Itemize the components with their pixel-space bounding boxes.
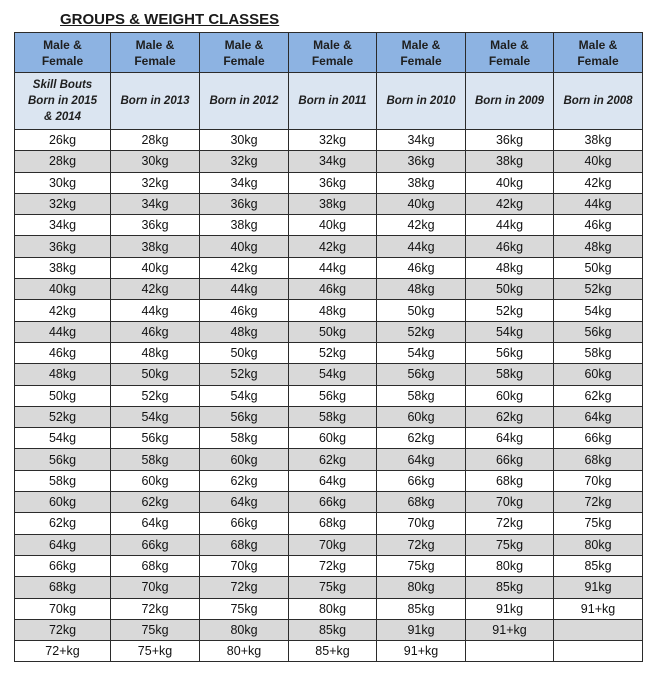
table-row [15, 470, 643, 491]
weight-class-cell: 60kg [200, 449, 289, 470]
weight-class-cell: 48kg [554, 236, 643, 257]
weight-class-cell: 58kg [111, 449, 200, 470]
weight-class-cell: 28kg [111, 130, 200, 151]
weight-class-cell: 75kg [554, 513, 643, 534]
weight-class-cell: 30kg [111, 151, 200, 172]
weight-class-cell: 38kg [466, 151, 554, 172]
weight-class-cell: 34kg [200, 172, 289, 193]
weight-class-cell: 60kg [377, 406, 466, 427]
weight-class-cell: 40kg [377, 193, 466, 214]
weight-class-cell: 80+kg [200, 641, 289, 662]
weight-class-cell: 66kg [289, 492, 377, 513]
table-row [15, 215, 643, 236]
table-row [15, 364, 643, 385]
table-row [15, 492, 643, 513]
weight-class-cell: 62kg [466, 406, 554, 427]
weight-class-cell: 46kg [377, 257, 466, 278]
weight-class-cell: 91kg [377, 619, 466, 640]
weight-class-cell: 91+kg [466, 619, 554, 640]
weight-class-cell: 46kg [15, 342, 111, 363]
weight-class-cell: 38kg [377, 172, 466, 193]
weight-class-cell: 75kg [111, 619, 200, 640]
weight-class-cell: 72kg [377, 534, 466, 555]
table-row [15, 130, 643, 151]
column-group-header: Male & Female [111, 33, 200, 73]
weight-class-cell: 85kg [289, 619, 377, 640]
weight-class-cell: 72kg [200, 577, 289, 598]
weight-class-cell: 48kg [111, 342, 200, 363]
weight-class-cell: 56kg [554, 321, 643, 342]
column-birth-year-header: Born in 2011 [289, 73, 377, 130]
weight-class-cell: 32kg [289, 130, 377, 151]
weight-class-cell: 66kg [554, 428, 643, 449]
weight-class-cell: 30kg [15, 172, 111, 193]
weight-class-cell: 80kg [466, 555, 554, 576]
table-row [15, 641, 643, 662]
table-row [15, 172, 643, 193]
table-row [15, 555, 643, 576]
weight-class-cell: 58kg [554, 342, 643, 363]
column-group-header: Male & Female [289, 33, 377, 73]
weight-class-cell: 70kg [466, 492, 554, 513]
weight-class-cell: 80kg [554, 534, 643, 555]
weight-class-cell: 56kg [289, 385, 377, 406]
column-birth-year-header: Born in 2012 [200, 73, 289, 130]
weight-class-cell: 44kg [377, 236, 466, 257]
weight-class-cell: 48kg [377, 279, 466, 300]
weight-class-cell: 64kg [377, 449, 466, 470]
table-row [15, 236, 643, 257]
weight-class-cell: 56kg [466, 342, 554, 363]
weight-class-cell: 68kg [554, 449, 643, 470]
weight-classes-table [14, 32, 643, 662]
weight-class-cell: 58kg [200, 428, 289, 449]
weight-class-cell: 52kg [200, 364, 289, 385]
weight-class-cell: 64kg [554, 406, 643, 427]
table-row [15, 513, 643, 534]
weight-class-cell: 42kg [15, 300, 111, 321]
weight-class-cell: 34kg [15, 215, 111, 236]
table-row [15, 406, 643, 427]
weight-class-cell: 40kg [466, 172, 554, 193]
weight-class-cell: 54kg [466, 321, 554, 342]
column-birth-year-header: Born in 2013 [111, 73, 200, 130]
table-row [15, 577, 643, 598]
weight-class-cell: 64kg [200, 492, 289, 513]
table-row [15, 151, 643, 172]
weight-class-cell: 75kg [289, 577, 377, 598]
weight-class-cell: 64kg [111, 513, 200, 534]
weight-class-cell: 50kg [15, 385, 111, 406]
table-row [15, 193, 643, 214]
weight-class-cell: 46kg [289, 279, 377, 300]
weight-class-cell: 80kg [377, 577, 466, 598]
weight-class-cell: 70kg [554, 470, 643, 491]
weight-class-cell: 68kg [377, 492, 466, 513]
weight-class-cell: 44kg [289, 257, 377, 278]
weight-class-cell: 46kg [111, 321, 200, 342]
weight-class-cell: 38kg [15, 257, 111, 278]
table-row [15, 257, 643, 278]
weight-class-cell: 34kg [289, 151, 377, 172]
weight-class-cell: 52kg [466, 300, 554, 321]
weight-class-cell: 66kg [200, 513, 289, 534]
weight-class-cell: 52kg [289, 342, 377, 363]
weight-class-cell: 58kg [377, 385, 466, 406]
weight-class-cell: 28kg [15, 151, 111, 172]
weight-class-cell: 56kg [15, 449, 111, 470]
weight-class-cell: 56kg [200, 406, 289, 427]
weight-class-cell: 52kg [554, 279, 643, 300]
weight-class-cell: 48kg [200, 321, 289, 342]
weight-class-cell: 68kg [466, 470, 554, 491]
weight-class-cell: 38kg [554, 130, 643, 151]
weight-class-cell: 46kg [200, 300, 289, 321]
weight-class-cell: 75+kg [111, 641, 200, 662]
weight-class-cell: 52kg [15, 406, 111, 427]
weight-class-cell: 44kg [466, 215, 554, 236]
weight-class-cell: 42kg [289, 236, 377, 257]
table-body [15, 130, 643, 662]
weight-class-cell: 54kg [15, 428, 111, 449]
weight-class-cell: 68kg [15, 577, 111, 598]
weight-class-cell: 30kg [200, 130, 289, 151]
column-group-header: Male & Female [377, 33, 466, 73]
birth-year-header-row [15, 73, 643, 130]
weight-class-cell: 60kg [554, 364, 643, 385]
weight-class-cell: 46kg [554, 215, 643, 236]
weight-class-cell: 80kg [200, 619, 289, 640]
weight-class-cell [554, 619, 643, 640]
weight-class-cell: 85kg [377, 598, 466, 619]
weight-class-cell: 54kg [377, 342, 466, 363]
column-group-header: Male & Female [200, 33, 289, 73]
weight-class-cell: 60kg [111, 470, 200, 491]
weight-class-cell: 36kg [377, 151, 466, 172]
weight-class-cell: 50kg [554, 257, 643, 278]
weight-class-cell: 42kg [200, 257, 289, 278]
table-row [15, 449, 643, 470]
weight-class-cell: 85kg [466, 577, 554, 598]
weight-class-cell: 40kg [111, 257, 200, 278]
weight-class-cell: 40kg [289, 215, 377, 236]
weight-class-cell: 62kg [554, 385, 643, 406]
column-group-header: Male & Female [466, 33, 554, 73]
table-row [15, 300, 643, 321]
weight-class-cell: 52kg [111, 385, 200, 406]
weight-class-cell: 42kg [466, 193, 554, 214]
weight-class-cell: 75kg [200, 598, 289, 619]
weight-class-cell: 91kg [554, 577, 643, 598]
weight-class-cell: 62kg [377, 428, 466, 449]
weight-class-cell: 62kg [200, 470, 289, 491]
weight-class-cell: 66kg [15, 555, 111, 576]
weight-class-cell: 40kg [200, 236, 289, 257]
column-birth-year-header: Born in 2009 [466, 73, 554, 130]
weight-class-cell: 38kg [289, 193, 377, 214]
column-group-header: Male & Female [554, 33, 643, 73]
weight-class-cell: 46kg [466, 236, 554, 257]
weight-class-cell: 64kg [15, 534, 111, 555]
weight-class-cell: 66kg [111, 534, 200, 555]
weight-class-cell: 72kg [466, 513, 554, 534]
weight-class-cell: 44kg [554, 193, 643, 214]
weight-class-cell: 58kg [15, 470, 111, 491]
weight-class-cell: 91kg [466, 598, 554, 619]
weight-class-cell: 60kg [15, 492, 111, 513]
weight-class-cell: 64kg [289, 470, 377, 491]
weight-class-cell: 42kg [377, 215, 466, 236]
column-birth-year-header: Born in 2008 [554, 73, 643, 130]
table-row [15, 342, 643, 363]
weight-class-cell: 50kg [289, 321, 377, 342]
weight-class-cell: 66kg [466, 449, 554, 470]
weight-class-cell: 48kg [15, 364, 111, 385]
group-header-row [15, 33, 643, 73]
weight-class-cell: 60kg [289, 428, 377, 449]
weight-class-cell: 44kg [111, 300, 200, 321]
weight-class-cell: 34kg [377, 130, 466, 151]
weight-class-cell: 34kg [111, 193, 200, 214]
weight-class-cell: 91+kg [554, 598, 643, 619]
weight-class-cell: 62kg [289, 449, 377, 470]
table-row [15, 534, 643, 555]
weight-class-cell: 70kg [111, 577, 200, 598]
weight-class-cell: 32kg [200, 151, 289, 172]
weight-class-cell: 72kg [289, 555, 377, 576]
weight-class-cell: 32kg [15, 193, 111, 214]
weight-class-cell: 64kg [466, 428, 554, 449]
weight-class-cell: 36kg [111, 215, 200, 236]
weight-class-cell: 54kg [111, 406, 200, 427]
weight-class-cell: 75kg [377, 555, 466, 576]
weight-class-cell: 44kg [15, 321, 111, 342]
weight-class-cell: 70kg [200, 555, 289, 576]
weight-class-cell: 54kg [289, 364, 377, 385]
weight-class-cell: 70kg [289, 534, 377, 555]
weight-class-cell: 36kg [15, 236, 111, 257]
weight-class-cell: 85kg [554, 555, 643, 576]
weight-class-cell: 70kg [377, 513, 466, 534]
weight-class-cell: 36kg [200, 193, 289, 214]
weight-class-cell: 91+kg [377, 641, 466, 662]
column-birth-year-header: Skill Bouts Born in 2015 & 2014 [15, 73, 111, 130]
weight-class-cell: 68kg [111, 555, 200, 576]
weight-class-cell: 60kg [466, 385, 554, 406]
weight-class-cell: 58kg [466, 364, 554, 385]
weight-class-cell: 58kg [289, 406, 377, 427]
weight-class-cell: 52kg [377, 321, 466, 342]
table-row [15, 619, 643, 640]
table-row [15, 385, 643, 406]
weight-class-cell: 54kg [554, 300, 643, 321]
table-row [15, 321, 643, 342]
weight-class-cell [466, 641, 554, 662]
weight-class-cell: 62kg [111, 492, 200, 513]
weight-class-cell: 54kg [200, 385, 289, 406]
weight-class-cell: 72kg [554, 492, 643, 513]
weight-class-cell: 38kg [111, 236, 200, 257]
weight-class-cell: 50kg [377, 300, 466, 321]
page-title: GROUPS & WEIGHT CLASSES [60, 11, 280, 28]
weight-class-cell: 68kg [289, 513, 377, 534]
weight-class-cell: 36kg [466, 130, 554, 151]
weight-class-cell: 42kg [111, 279, 200, 300]
column-birth-year-header: Born in 2010 [377, 73, 466, 130]
weight-class-cell: 40kg [15, 279, 111, 300]
weight-class-cell [554, 641, 643, 662]
table-row [15, 279, 643, 300]
weight-class-cell: 40kg [554, 151, 643, 172]
weight-class-cell: 38kg [200, 215, 289, 236]
weight-class-cell: 56kg [111, 428, 200, 449]
weight-class-cell: 56kg [377, 364, 466, 385]
weight-class-cell: 72kg [111, 598, 200, 619]
weight-class-cell: 75kg [466, 534, 554, 555]
table-row [15, 428, 643, 449]
weight-class-cell: 50kg [466, 279, 554, 300]
weight-class-cell: 36kg [289, 172, 377, 193]
weight-class-cell: 70kg [15, 598, 111, 619]
column-group-header: Male & Female [15, 33, 111, 73]
weight-class-cell: 72kg [15, 619, 111, 640]
weight-class-cell: 48kg [289, 300, 377, 321]
weight-class-cell: 66kg [377, 470, 466, 491]
weight-class-cell: 50kg [111, 364, 200, 385]
weight-class-cell: 26kg [15, 130, 111, 151]
table-row [15, 598, 643, 619]
weight-class-cell: 68kg [200, 534, 289, 555]
weight-class-cell: 48kg [466, 257, 554, 278]
weight-class-cell: 72+kg [15, 641, 111, 662]
weight-class-cell: 50kg [200, 342, 289, 363]
weight-class-cell: 62kg [15, 513, 111, 534]
weight-class-cell: 85+kg [289, 641, 377, 662]
weight-class-cell: 32kg [111, 172, 200, 193]
weight-class-cell: 44kg [200, 279, 289, 300]
weight-class-cell: 42kg [554, 172, 643, 193]
weight-class-cell: 80kg [289, 598, 377, 619]
